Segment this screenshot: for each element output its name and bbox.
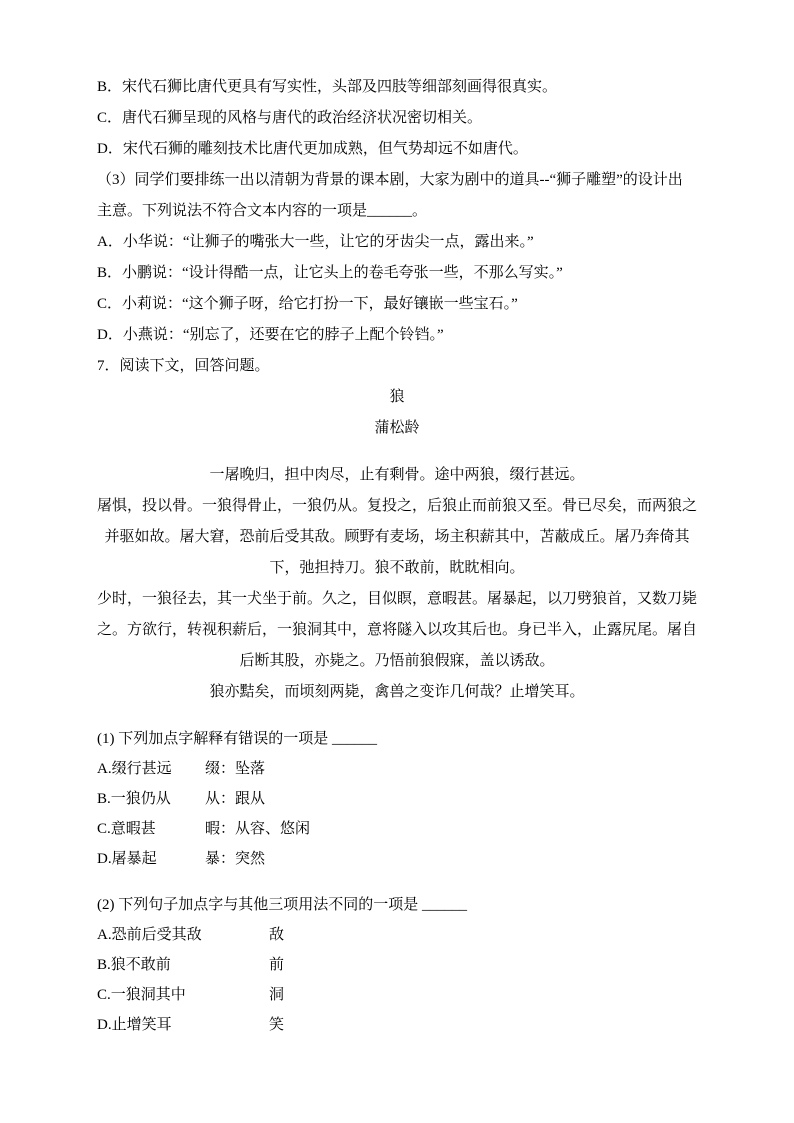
option-gloss: 暴：突然	[205, 851, 266, 867]
q6-option-b: B．宋代石狮比唐代更具有写实性，头部及四肢等细部刻画得很真实。	[97, 79, 558, 95]
q7-sub2-option-c	[97, 980, 697, 1010]
option-gloss: 前	[269, 957, 285, 973]
passage-paragraph-3: 少时，一狼径去，其一犬坐于前。久之，目似瞑，意暇甚。屠暴起，以刀劈狼首，又数刀毙之。方欲行，转视积薪后，一狼洞其中，意将隧入以攻其后也。身已半入，止露尻尾。屠自后断其股，亦毙之。乃悟前狼假寐，盖以诱敌。	[97, 591, 698, 669]
option-phrase: D.止增笑耳	[97, 1017, 172, 1033]
option-gloss: 洞	[269, 987, 285, 1003]
q7-sub1-option-c	[97, 814, 697, 844]
q7-sub2-option-d	[97, 1010, 697, 1040]
q7-sub2-option-a	[97, 920, 697, 950]
option-gloss: 敌	[269, 927, 285, 943]
passage-paragraph-2: 屠惧，投以骨。一狼得骨止，一狼仍从。复投之，后狼止而前狼又至。骨已尽矣，而两狼之并驱如故。屠大窘，恐前后受其敌。顾野有麦场，场主积薪其中，苫蔽成丘。屠乃奔倚其下，弛担持刀。狼不敢前，眈眈相向。	[97, 498, 698, 576]
q7-sub2	[97, 890, 697, 1040]
q6-part3-option-c: C．小莉说：“这个狮子呀，给它打扮一下，最好镶嵌一些宝石。”	[97, 296, 518, 312]
passage-title: 狼	[389, 389, 405, 405]
option-phrase: C.意暇甚	[97, 821, 156, 837]
q6-part3-option-d: D．小燕说：“别忘了，还要在它的脖子上配个铃铛。”	[97, 327, 444, 343]
q7-sub1	[97, 724, 697, 874]
q7-sub1-stem: (1) 下列加点字解释有错误的一项是 ______	[97, 731, 377, 747]
option-phrase: B.一狼仍从	[97, 791, 171, 807]
option-phrase: B.狼不敢前	[97, 957, 171, 973]
passage-body	[97, 460, 697, 708]
option-gloss: 从：跟从	[205, 791, 266, 807]
option-gloss: 笑	[269, 1017, 285, 1033]
option-phrase: D.屠暴起	[97, 851, 157, 867]
option-gloss: 缀：坠落	[205, 761, 266, 777]
q7-sub1-option-d	[97, 844, 697, 874]
q7-sub1-option-a	[97, 754, 697, 784]
passage-author: 蒲松龄	[374, 420, 420, 436]
q7-sub1-option-b	[97, 784, 697, 814]
option-phrase: A.缀行甚远	[97, 761, 172, 777]
q6-option-d: D．宋代石狮的雕刻技术比唐代更加成熟，但气势却远不如唐代。	[97, 141, 528, 157]
passage-paragraph-1: 一屠晚归，担中肉尽，止有剩骨。途中两狼，缀行甚远。	[209, 467, 585, 483]
q7-sub2-stem: (2) 下列句子加点字与其他三项用法不同的一项是 ______	[97, 897, 467, 913]
passage-paragraph-4: 狼亦黠矣，而顷刻两毙，禽兽之变诈几何哉？止增笑耳。	[209, 684, 585, 700]
q6-part3-option-a: A．小华说：“让狮子的嘴张大一些，让它的牙齿尖一点，露出来。”	[97, 234, 534, 250]
option-phrase: A.恐前后受其敌	[97, 927, 202, 943]
q6-part3-stem: （3）同学们要排练一出以清朝为背景的课本剧，大家为剧中的道具--“狮子雕塑”的设计出主意。下列说法不符合文本内容的一项是______。	[97, 172, 683, 219]
q7-stem: 7．阅读下文，回答问题。	[97, 358, 270, 374]
option-phrase: C.一狼洞其中	[97, 987, 186, 1003]
option-gloss: 暇：从容、悠闲	[205, 821, 311, 837]
document-content	[97, 72, 697, 1040]
q6-option-c: C．唐代石狮呈现的风格与唐代的政治经济状况密切相关。	[97, 110, 483, 126]
q6-part3-option-b: B．小鹏说：“设计得酷一点，让它头上的卷毛夸张一些，不那么写实。”	[97, 265, 563, 281]
q7-sub2-option-b	[97, 950, 697, 980]
